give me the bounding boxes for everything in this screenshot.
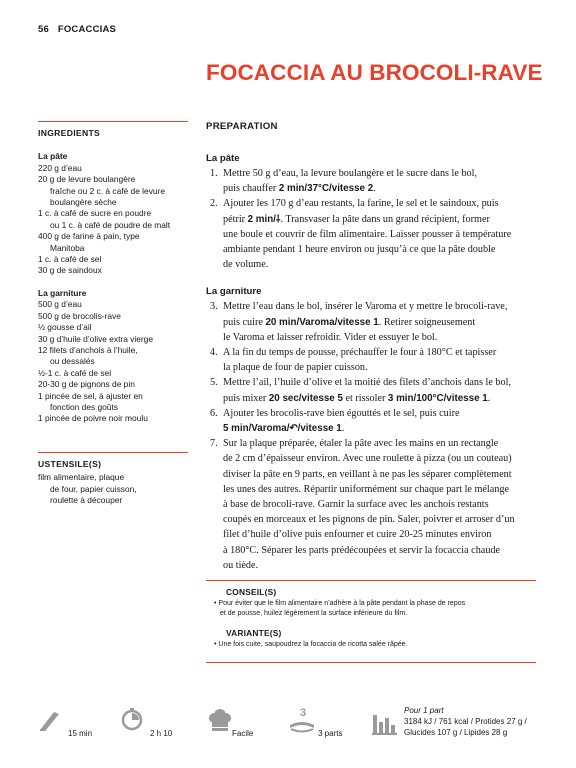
ingredient-item: 500 g de brocolis-rave xyxy=(38,310,121,321)
conseil-heading: CONSEIL(S) xyxy=(226,587,277,597)
ingredient-item-continuation: boulangère sèche xyxy=(50,197,117,208)
total-time-icon xyxy=(120,707,144,731)
ingredient-item: 400 g de farine à pain, type xyxy=(38,231,140,242)
nutrition-line: Glucides 107 g / Lipides 28 g xyxy=(404,728,508,737)
step-1 xyxy=(206,166,536,196)
step-number: 2. xyxy=(210,198,218,210)
ingredient-item: 12 filets d’anchois à l’huile, xyxy=(38,344,138,355)
running-header xyxy=(38,24,116,35)
ingredient-item-continuation: ou dessalés xyxy=(50,356,95,367)
step-7 xyxy=(206,436,536,573)
tips-rule-top xyxy=(206,580,536,581)
ingredient-item-continuation: fonction des goûts xyxy=(50,401,118,412)
ingredient-item-continuation: Manitoba xyxy=(50,242,85,253)
conseil-line: • Pour éviter que le film alimentaire n’adhère à la pâte pendant la phase de repos xyxy=(214,600,466,607)
conseil-text xyxy=(214,599,534,619)
step-6 xyxy=(206,406,536,436)
step-number: 3. xyxy=(210,301,218,313)
steps-list xyxy=(206,299,536,573)
preparation-section-title: La pâte xyxy=(206,153,240,164)
preparation-sections xyxy=(206,153,536,573)
step-text: Mettre 50 g d’eau, la levure boulangère et le sucre dans le bol, puis chauffer 2 min/37°C/vitesse 2. xyxy=(223,168,478,195)
preparation-heading: PREPARATION xyxy=(206,121,278,132)
utensils-rule xyxy=(38,452,188,453)
ingredient-item: 1 c. à café de sucre en poudre xyxy=(38,208,152,219)
plate-icon xyxy=(288,720,316,734)
utensils-heading: USTENSILE(S) xyxy=(38,459,102,469)
portions-count: 3 xyxy=(299,707,307,719)
utensil-line: film alimentaire, plaque xyxy=(38,472,125,483)
ingredient-item-continuation: ou 1 c. à café de poudre de malt xyxy=(50,219,171,230)
prep-time: 15 min xyxy=(68,729,93,738)
ingredient-item: 30 g de saindoux xyxy=(38,265,102,276)
ingredient-item: 20 g de levure boulangère xyxy=(38,174,136,185)
tips-box xyxy=(214,587,534,651)
nutrition-info xyxy=(404,705,527,738)
nutrition-title: Pour 1 part xyxy=(404,706,444,715)
difficulty: Facile xyxy=(232,729,254,738)
step-number: 5. xyxy=(210,377,218,389)
ingredient-item: 220 g d’eau xyxy=(38,162,82,173)
ingredient-item: 1 pincée de poivre noir moulu xyxy=(38,413,148,424)
step-text: Mettre l’eau dans le bol, insérer le Varoma et y mettre le brocoli-rave, puis cuire 20 min/Varoma/vitesse 1. Retirer soigneusement le Varoma et laisser refroidir. Vider et essuyer le bol. xyxy=(223,301,508,343)
nutrition-chart-icon xyxy=(372,713,398,735)
ingredient-item: 1 pincée de sel, à ajuster en xyxy=(38,390,143,401)
chef-hat-icon xyxy=(207,709,233,733)
step-text: Ajouter les brocolis-rave bien égouttés et le sel, puis cuire 5 min/Varoma/↶/vitesse 1. xyxy=(223,407,460,435)
step-3 xyxy=(206,299,536,345)
prep-time-icon xyxy=(38,708,64,732)
ingredient-item: ½ gousse d’ail xyxy=(38,322,92,333)
step-text: Mettre l’ail, l’huile d’olive et la moitié des filets d’anchois dans le bol, puis mixer 20 sec/vitesse 5 et rissoler 3 min/100°C/vitesse 1. xyxy=(223,377,512,404)
ingredients-column xyxy=(38,128,188,425)
steps-list xyxy=(206,166,536,272)
preparation-column xyxy=(206,121,536,573)
utensils-column xyxy=(38,459,188,507)
page-number: 56 xyxy=(38,24,49,35)
utensil-line: roulette à découper xyxy=(50,495,123,506)
step-text: Sur la plaque préparée, étaler la pâte avec les mains en un rectangle de 2 cm d’épaisseur environ. Avec une roulette à pizza (ou un couteau) diviser la pâte en 9 parts, en veillant à ne pas les séparer complètement les unes des autres. Répartir uniformément sur chaque part le mélange à base de brocoli-rave. Garnir la surface avec les anchois restants coupés en morceaux et les pignons de pin. Saler, poivrer et arroser d’un filet d’huile d’olive puis enfourner et cuire 20-25 minutes environ à 180°C. Séparer les parts prédécoupées et servir la focaccia chaude ou tiède. xyxy=(223,438,515,571)
recipe-title: FOCACCIA AU BROCOLI-RAVE xyxy=(206,60,543,85)
tips-rule-bottom xyxy=(206,662,536,663)
ingredient-group-title: La pâte xyxy=(38,151,68,162)
step-number: 6. xyxy=(210,407,218,419)
ingredient-item: 1 c. à café de sel xyxy=(38,254,102,265)
utensil-line: de four, papier cuisson, xyxy=(50,483,137,494)
ingredient-groups xyxy=(38,151,188,424)
nutrition-line: 3184 kJ / 761 kcal / Protides 27 g / xyxy=(404,717,527,726)
step-2 xyxy=(206,196,536,272)
step-number: 7. xyxy=(210,438,218,450)
ingredient-item: 20-30 g de pignons de pin xyxy=(38,379,135,390)
step-text: Ajouter les 170 g d’eau restants, la farine, le sel et le saindoux, puis pétrir 2 min/⸸. Transvaser la pâte dans un grand récipient, former une boule et couvrir de film alimentaire. Laisser pousser à température ambiante pendant 1 heure environ ou jusqu’à ce que la pâte double de volume. xyxy=(223,198,512,271)
ingredients-heading: INGREDIENTS xyxy=(38,128,101,138)
variante-text: • Une fois cuite, saupoudrez la focaccia de ricotta salée râpée. xyxy=(214,641,408,649)
step-number: 4. xyxy=(210,347,218,359)
section-name: FOCACCIAS xyxy=(57,24,117,35)
step-5 xyxy=(206,375,536,405)
conseil-line: et de pousse, huilez légèrement la surface inférieure du film. xyxy=(220,610,408,618)
step-number: 1. xyxy=(210,168,218,179)
ingredient-item: 30 g d’huile d’olive extra vierge xyxy=(38,333,153,344)
preparation-section-title: La garniture xyxy=(206,286,262,298)
variante-heading: VARIANTE(S) xyxy=(226,628,282,639)
step-text: A la fin du temps de pousse, préchauffer le four à 180°C et tapisser la plaque de four de papier cuisson. xyxy=(223,347,497,374)
ingredient-item: ½-1 c. à café de sel xyxy=(38,367,112,378)
step-4 xyxy=(206,345,536,375)
ingredient-item-continuation: fraîche ou 2 c. à café de levure xyxy=(50,185,165,196)
portions: 3 parts xyxy=(318,729,343,738)
ingredient-group-title: La garniture xyxy=(38,287,87,298)
ingredients-rule xyxy=(38,121,188,122)
ingredient-item: 500 g d’eau xyxy=(38,299,82,310)
total-time: 2 h 10 xyxy=(150,729,173,738)
